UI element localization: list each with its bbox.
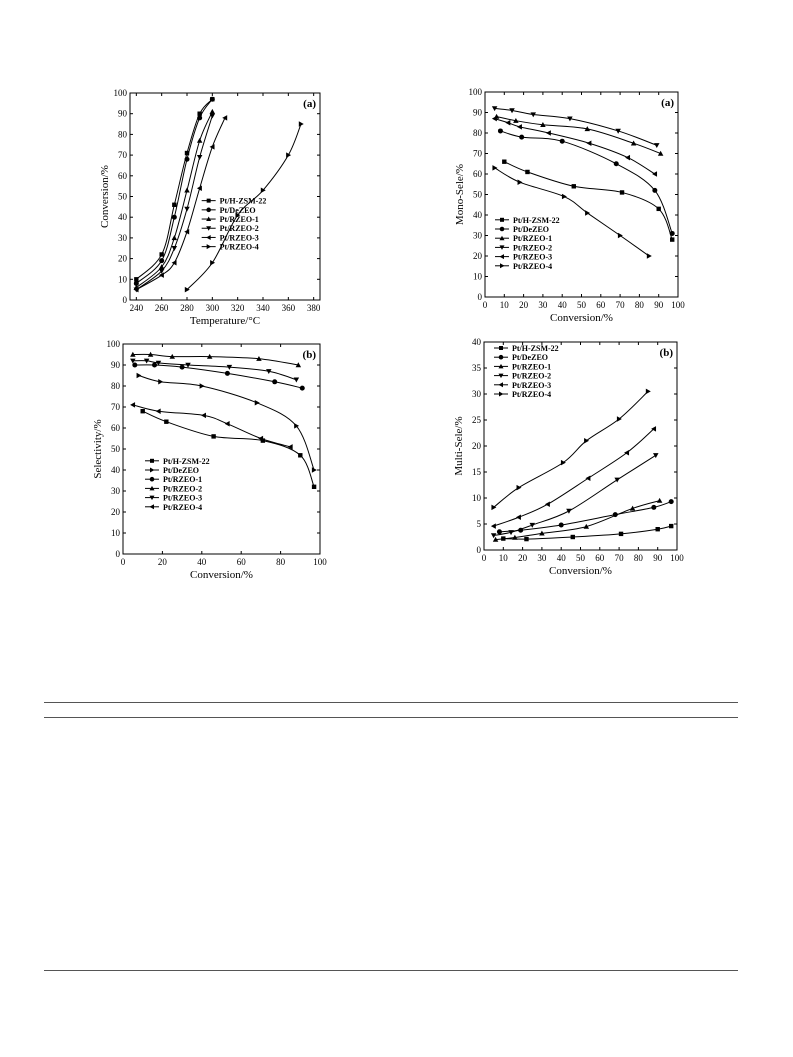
x-tick-label: 40 (556, 553, 566, 563)
y-tick-label: 30 (111, 486, 120, 496)
legend-entry-pt-rzeo-4: Pt/RZEO-4 (163, 502, 203, 512)
page-bottom-rule (44, 970, 738, 971)
y-tick-label: 5 (476, 519, 481, 529)
data-point-pt-rzeo-3 (516, 514, 521, 520)
x-tick-label: 0 (120, 557, 126, 567)
legend-entry-pt-rzeo-1: Pt/RZEO-1 (219, 215, 259, 225)
x-tick-label: 280 (180, 303, 194, 313)
y-tick-label: 20 (111, 507, 120, 517)
x-tick-label: 100 (313, 557, 327, 567)
panel-label: (a) (303, 98, 316, 110)
x-tick-label: 10 (498, 553, 508, 563)
x-tick-label: 80 (276, 557, 286, 567)
x-tick-label: 90 (654, 300, 664, 310)
data-point-pt-h-zsm-22 (619, 532, 623, 536)
x-tick-label: 380 (306, 303, 321, 313)
data-point-pt-rzeo-1 (657, 498, 663, 503)
y-tick-label: 40 (111, 465, 120, 475)
y-tick-label: 60 (111, 423, 120, 433)
y-tick-label: 50 (118, 191, 127, 202)
x-tick-label: 50 (577, 300, 586, 310)
legend-entry-pt-rzeo-2: Pt/RZEO-2 (163, 484, 203, 494)
y-tick-label: 40 (472, 337, 481, 347)
data-point-pt-h-zsm-22 (669, 524, 673, 528)
y-tick-label: 100 (106, 339, 120, 349)
panel-label: (b) (659, 347, 673, 359)
legend-entry-pt-h-zsm-22: Pt/H-ZSM-22 (513, 215, 560, 225)
y-tick-label: 70 (473, 148, 482, 159)
x-tick-label: 20 (518, 553, 528, 563)
x-tick-label: 0 (482, 300, 488, 310)
y-tick-label: 100 (468, 87, 482, 97)
legend-entry-pt-rzeo-3: Pt/RZEO-3 (513, 252, 553, 262)
y-tick-label: 80 (473, 128, 482, 138)
data-point-pt-dezeo (497, 529, 502, 534)
legend-entry-pt-rzeo-4: Pt/RZEO-4 (513, 261, 553, 271)
x-tick-label: 30 (538, 300, 548, 310)
y-tick-label: 30 (473, 230, 482, 241)
legend-entry-pt-rzeo-2: Pt/RZEO-2 (513, 243, 553, 253)
data-point-pt-h-zsm-22 (656, 527, 660, 531)
y-tick-label: 0 (477, 292, 482, 302)
legend-entry-pt-rzeo-1: Pt/RZEO-1 (163, 475, 203, 485)
legend-marker-pt-dezeo (499, 355, 504, 360)
data-point-pt-rzeo-3 (491, 523, 496, 529)
y-tick-label: 60 (118, 170, 127, 181)
y-tick-label: 15 (472, 467, 481, 477)
x-tick-label: 240 (129, 303, 144, 313)
x-tick-label: 260 (154, 303, 169, 313)
y-tick-label: 10 (473, 271, 482, 282)
y-tick-label: 20 (472, 441, 481, 451)
y-tick-label: 20 (118, 253, 127, 264)
legend-entry-pt-dezeo: Pt/DeZEO (513, 225, 549, 234)
legend-entry-pt-rzeo-4: Pt/RZEO-4 (512, 390, 552, 399)
data-point-pt-rzeo-3 (545, 501, 550, 507)
panel-label: (b) (302, 349, 316, 361)
legend-entry-pt-rzeo-3: Pt/RZEO-3 (163, 493, 203, 503)
legend-entry-pt-h-zsm-22: Pt/H-ZSM-22 (512, 344, 559, 353)
x-tick-label: 40 (197, 557, 207, 567)
x-tick-label: 60 (596, 300, 606, 310)
y-tick-label: 20 (473, 251, 482, 261)
data-point-pt-dezeo (651, 505, 656, 510)
legend-entry-pt-h-zsm-22: Pt/H-ZSM-22 (219, 196, 267, 206)
data-point-pt-rzeo-2 (614, 478, 620, 483)
y-tick-label: 70 (111, 402, 120, 412)
legend-entry-pt-rzeo-3: Pt/RZEO-3 (219, 233, 259, 243)
legend-entry-pt-h-zsm-22: Pt/H-ZSM-22 (163, 456, 210, 466)
y-tick-label: 30 (118, 232, 127, 243)
y-axis-title: Conversion/% (99, 165, 111, 228)
data-point-pt-h-zsm-22 (571, 535, 575, 539)
legend-marker-pt-rzeo-3 (499, 382, 504, 387)
panel-label: (a) (661, 97, 674, 109)
x-tick-label: 70 (614, 553, 624, 563)
x-tick-label: 80 (633, 553, 643, 563)
data-point-pt-rzeo-2 (566, 509, 572, 514)
data-point-pt-rzeo-2 (653, 453, 659, 458)
table-header-rule (44, 717, 738, 718)
x-tick-label: 300 (205, 303, 220, 313)
data-point-pt-h-zsm-22 (524, 537, 528, 541)
data-point-pt-rzeo-4 (646, 389, 651, 395)
x-tick-label: 340 (256, 303, 270, 313)
x-tick-label: 40 (557, 300, 567, 310)
y-tick-label: 90 (118, 108, 127, 119)
legend-entry-pt-dezeo: Pt/DeZEO (163, 466, 199, 475)
legend-entry-pt-rzeo-2: Pt/RZEO-2 (512, 371, 552, 381)
data-point-pt-rzeo-4 (517, 485, 522, 491)
data-point-pt-dezeo (559, 523, 564, 528)
y-axis-title: Selectivity/% (92, 419, 104, 479)
y-tick-label: 25 (472, 415, 481, 425)
legend-entry-pt-rzeo-2: Pt/RZEO-2 (219, 224, 259, 234)
y-axis-title: Mono-Sele/% (454, 163, 466, 226)
x-tick-label: 0 (481, 553, 487, 563)
legend-entry-pt-dezeo: Pt/DeZEO (219, 205, 256, 215)
data-point-pt-dezeo (669, 499, 674, 504)
data-point-pt-rzeo-3 (585, 475, 590, 481)
x-tick-label: 100 (671, 300, 685, 310)
legend-entry-pt-rzeo-4: Pt/RZEO-4 (219, 242, 259, 252)
y-tick-label: 10 (111, 528, 120, 538)
x-tick-label: 20 (519, 300, 529, 310)
x-tick-label: 60 (236, 557, 246, 567)
x-tick-label: 360 (281, 303, 296, 313)
x-tick-label: 320 (230, 303, 245, 313)
table-top-rule (44, 702, 738, 703)
x-tick-label: 60 (595, 553, 605, 563)
y-tick-label: 40 (118, 212, 127, 223)
y-tick-label: 10 (118, 274, 127, 285)
x-tick-label: 30 (537, 553, 547, 563)
y-tick-label: 35 (472, 363, 481, 373)
legend-marker-pt-h-zsm-22 (499, 346, 503, 350)
x-axis-title: Temperature/°C (189, 315, 261, 327)
y-tick-label: 0 (115, 549, 120, 559)
x-tick-label: 20 (157, 557, 167, 567)
series-line-pt-rzeo-2 (494, 455, 656, 535)
y-tick-label: 10 (472, 493, 481, 503)
y-tick-label: 40 (473, 210, 482, 220)
legend-entry-pt-dezeo: Pt/DeZEO (512, 353, 548, 363)
y-tick-label: 60 (473, 169, 482, 179)
y-tick-label: 30 (472, 389, 481, 399)
y-tick-label: 70 (118, 150, 127, 161)
y-tick-label: 90 (111, 360, 120, 370)
y-tick-label: 80 (118, 129, 127, 140)
y-tick-label: 100 (113, 88, 127, 98)
x-axis-title: Conversion/% (190, 569, 253, 581)
legend-marker-pt-rzeo-4 (499, 392, 504, 397)
legend-entry-pt-rzeo-1: Pt/RZEO-1 (512, 362, 552, 372)
x-axis-title: Conversion/% (549, 565, 612, 577)
x-tick-label: 80 (634, 300, 644, 310)
y-tick-label: 90 (473, 107, 482, 118)
y-tick-label: 0 (122, 295, 127, 305)
y-tick-label: 50 (473, 189, 482, 200)
y-tick-label: 0 (476, 545, 481, 555)
x-tick-label: 70 (615, 300, 625, 310)
y-tick-label: 50 (111, 444, 120, 454)
x-tick-label: 100 (670, 553, 684, 563)
legend-entry-pt-rzeo-1: Pt/RZEO-1 (513, 234, 553, 244)
x-tick-label: 10 (499, 300, 509, 310)
legend-entry-pt-rzeo-3: Pt/RZEO-3 (512, 380, 552, 390)
x-axis-title: Conversion/% (550, 312, 613, 324)
y-axis-title: Multi-Sele/% (453, 416, 465, 476)
x-tick-label: 90 (653, 553, 663, 563)
x-tick-label: 50 (576, 553, 585, 563)
y-tick-label: 80 (111, 381, 120, 391)
